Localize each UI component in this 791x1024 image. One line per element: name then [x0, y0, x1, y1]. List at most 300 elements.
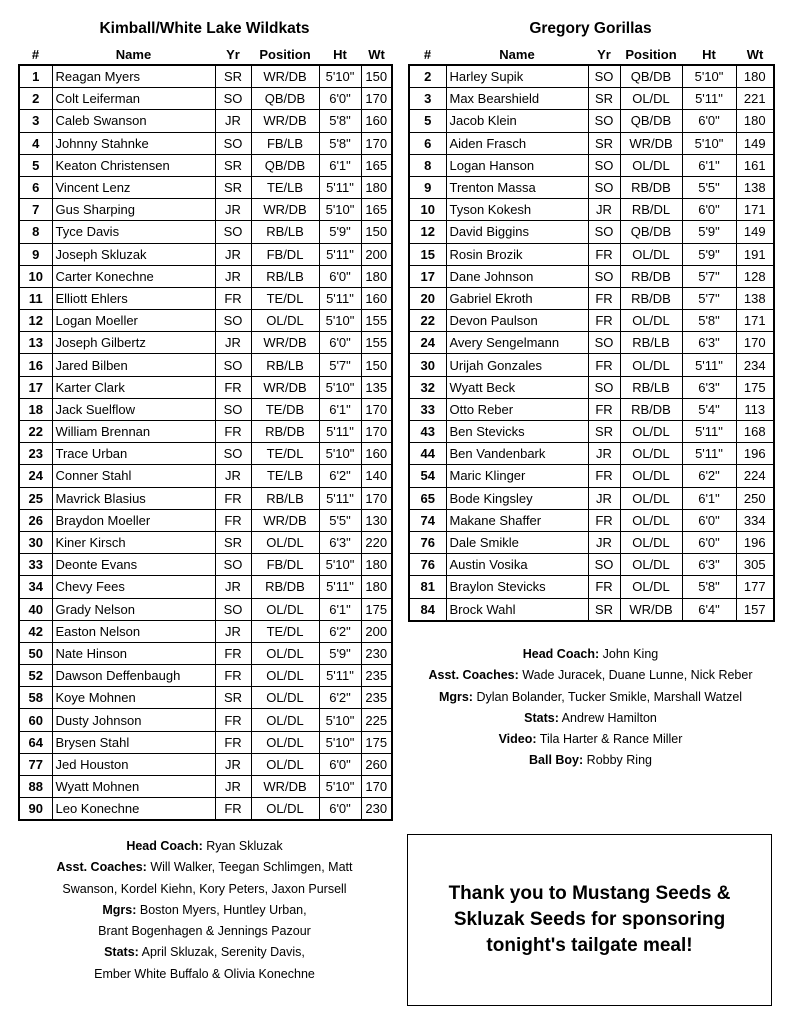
- player-position: WR/DB: [251, 376, 319, 398]
- player-height: 6'1": [319, 154, 361, 176]
- player-position: OL/DL: [251, 531, 319, 553]
- player-position: RB/DB: [620, 265, 682, 287]
- player-position: QB/DB: [620, 65, 682, 88]
- player-weight: 149: [736, 132, 774, 154]
- table-row: [409, 487, 774, 509]
- player-name: Mavrick Blasius: [52, 487, 215, 509]
- player-height: 5'11": [319, 421, 361, 443]
- player-year: FR: [215, 798, 251, 821]
- table-row: [19, 753, 392, 775]
- player-weight: 260: [361, 753, 392, 775]
- player-weight: 160: [361, 110, 392, 132]
- player-number: 25: [19, 487, 52, 509]
- player-position: RB/LB: [620, 332, 682, 354]
- player-weight: 180: [361, 576, 392, 598]
- player-number: 54: [409, 465, 446, 487]
- player-year: SO: [215, 554, 251, 576]
- player-height: 5'7": [682, 287, 736, 309]
- player-position: OL/DL: [620, 310, 682, 332]
- player-position: RB/DB: [620, 176, 682, 198]
- player-year: SR: [588, 421, 620, 443]
- table-row: [19, 199, 392, 221]
- player-height: 5'10": [319, 776, 361, 798]
- player-number: 7: [19, 199, 52, 221]
- player-name: Braylon Stevicks: [446, 576, 588, 598]
- player-year: FR: [588, 465, 620, 487]
- table-row: [409, 332, 774, 354]
- table-row: [19, 176, 392, 198]
- player-weight: 235: [361, 687, 392, 709]
- player-name: Ben Vandenbark: [446, 443, 588, 465]
- player-year: JR: [215, 465, 251, 487]
- player-year: FR: [215, 421, 251, 443]
- player-weight: 175: [736, 376, 774, 398]
- table-row: [409, 398, 774, 420]
- player-name: Bode Kingsley: [446, 487, 588, 509]
- player-height: 5'10": [319, 199, 361, 221]
- player-name: Gabriel Ekroth: [446, 287, 588, 309]
- player-name: Colt Leiferman: [52, 88, 215, 110]
- player-year: SR: [215, 65, 251, 88]
- player-number: 22: [409, 310, 446, 332]
- player-height: 6'0": [319, 753, 361, 775]
- player-name: Joseph Gilbertz: [52, 332, 215, 354]
- col-position-header: Position: [625, 46, 677, 62]
- player-position: TE/DL: [251, 443, 319, 465]
- player-weight: 170: [361, 88, 392, 110]
- right-roster-table: [408, 44, 775, 622]
- table-row: [409, 598, 774, 621]
- player-name: Vincent Lenz: [52, 176, 215, 198]
- player-weight: 140: [361, 465, 392, 487]
- player-year: JR: [215, 776, 251, 798]
- player-height: 5'8": [319, 110, 361, 132]
- player-height: 5'5": [319, 509, 361, 531]
- table-row: [409, 421, 774, 443]
- player-position: OL/DL: [620, 554, 682, 576]
- player-name: Elliott Ehlers: [52, 287, 215, 309]
- table-row: [409, 531, 774, 553]
- left-team-staff: [18, 836, 391, 985]
- player-weight: 196: [736, 443, 774, 465]
- player-height: 5'10": [682, 132, 736, 154]
- table-row: [19, 709, 392, 731]
- player-position: OL/DL: [251, 310, 319, 332]
- player-height: 5'9": [682, 221, 736, 243]
- player-height: 6'2": [319, 620, 361, 642]
- staff-managers-cont: Brant Bogenhagen & Jennings Pazour: [98, 924, 311, 939]
- player-name: Jacob Klein: [446, 110, 588, 132]
- player-name: David Biggins: [446, 221, 588, 243]
- player-name: Reagan Myers: [52, 65, 215, 88]
- player-weight: 155: [361, 310, 392, 332]
- player-weight: 180: [361, 265, 392, 287]
- table-row: [19, 287, 392, 309]
- player-number: 9: [409, 176, 446, 198]
- player-number: 88: [19, 776, 52, 798]
- player-height: 6'1": [319, 398, 361, 420]
- player-number: 30: [409, 354, 446, 376]
- right-team-staff: [408, 644, 773, 772]
- col-weight-header: Wt: [368, 46, 385, 62]
- player-weight: 165: [361, 199, 392, 221]
- player-height: 5'10": [319, 443, 361, 465]
- player-number: 24: [19, 465, 52, 487]
- player-weight: 180: [361, 554, 392, 576]
- table-row: [19, 221, 392, 243]
- player-number: 43: [409, 421, 446, 443]
- player-number: 9: [19, 243, 52, 265]
- player-year: FR: [588, 243, 620, 265]
- player-year: JR: [588, 443, 620, 465]
- player-height: 6'1": [682, 487, 736, 509]
- player-height: 5'11": [319, 243, 361, 265]
- table-row: [409, 221, 774, 243]
- player-position: QB/DB: [251, 154, 319, 176]
- player-year: JR: [215, 620, 251, 642]
- player-weight: 170: [736, 332, 774, 354]
- player-name: Dawson Deffenbaugh: [52, 665, 215, 687]
- player-position: RB/DB: [620, 287, 682, 309]
- player-position: OL/DL: [620, 465, 682, 487]
- player-year: SO: [215, 132, 251, 154]
- player-name: Jared Bilben: [52, 354, 215, 376]
- table-row: [19, 509, 392, 531]
- player-number: 81: [409, 576, 446, 598]
- player-name: Otto Reber: [446, 398, 588, 420]
- player-year: SO: [588, 554, 620, 576]
- player-height: 6'2": [319, 465, 361, 487]
- player-height: 6'3": [682, 554, 736, 576]
- left-roster-header: [19, 44, 392, 65]
- table-row: [409, 65, 774, 88]
- player-position: OL/DL: [620, 576, 682, 598]
- player-name: Nate Hinson: [52, 642, 215, 664]
- player-number: 64: [19, 731, 52, 753]
- player-year: FR: [215, 509, 251, 531]
- player-weight: 130: [361, 509, 392, 531]
- player-year: SR: [588, 598, 620, 621]
- staff-head-coach: Head Coach: John King: [522, 647, 659, 661]
- player-name: Devon Paulson: [446, 310, 588, 332]
- player-number: 20: [409, 287, 446, 309]
- player-year: FR: [588, 398, 620, 420]
- table-row: [19, 487, 392, 509]
- player-name: Caleb Swanson: [52, 110, 215, 132]
- player-weight: 175: [361, 598, 392, 620]
- player-position: WR/DB: [251, 65, 319, 88]
- player-year: FR: [215, 709, 251, 731]
- player-name: Kiner Kirsch: [52, 531, 215, 553]
- player-height: 5'10": [319, 376, 361, 398]
- player-year: SO: [588, 265, 620, 287]
- player-weight: 138: [736, 176, 774, 198]
- player-name: Karter Clark: [52, 376, 215, 398]
- table-row: [19, 65, 392, 88]
- col-number-header: #: [423, 46, 432, 62]
- player-number: 76: [409, 531, 446, 553]
- player-year: SR: [215, 176, 251, 198]
- player-height: 5'9": [319, 642, 361, 664]
- player-number: 32: [409, 376, 446, 398]
- player-name: Brysen Stahl: [52, 731, 215, 753]
- player-name: Makane Shaffer: [446, 509, 588, 531]
- player-name: Logan Moeller: [52, 310, 215, 332]
- player-position: RB/DB: [251, 421, 319, 443]
- player-number: 24: [409, 332, 446, 354]
- player-number: 42: [19, 620, 52, 642]
- table-row: [19, 154, 392, 176]
- player-number: 76: [409, 554, 446, 576]
- player-weight: 161: [736, 154, 774, 176]
- col-name-header: Name: [499, 46, 535, 62]
- player-weight: 221: [736, 88, 774, 110]
- table-row: [409, 554, 774, 576]
- player-weight: 191: [736, 243, 774, 265]
- table-row: [409, 199, 774, 221]
- table-row: [19, 110, 392, 132]
- player-name: Braydon Moeller: [52, 509, 215, 531]
- player-number: 6: [409, 132, 446, 154]
- right-roster-header: [409, 44, 774, 65]
- player-number: 23: [19, 443, 52, 465]
- player-number: 11: [19, 287, 52, 309]
- player-year: JR: [215, 265, 251, 287]
- player-weight: 200: [361, 243, 392, 265]
- player-number: 44: [409, 443, 446, 465]
- player-number: 10: [409, 199, 446, 221]
- player-year: SO: [588, 332, 620, 354]
- table-row: [19, 88, 392, 110]
- player-number: 40: [19, 598, 52, 620]
- player-number: 5: [409, 110, 446, 132]
- player-weight: 168: [736, 421, 774, 443]
- player-weight: 234: [736, 354, 774, 376]
- player-position: OL/DL: [620, 154, 682, 176]
- staff-managers: Mgrs: Dylan Bolander, Tucker Smikle, Marshall Watzel: [438, 689, 743, 704]
- table-row: [19, 265, 392, 287]
- player-position: QB/DB: [251, 88, 319, 110]
- player-weight: 334: [736, 509, 774, 531]
- player-number: 65: [409, 487, 446, 509]
- player-name: William Brennan: [52, 421, 215, 443]
- table-row: [19, 354, 392, 376]
- player-weight: 171: [736, 310, 774, 332]
- player-height: 5'11": [682, 443, 736, 465]
- player-position: OL/DL: [251, 798, 319, 821]
- player-weight: 149: [736, 221, 774, 243]
- player-year: SO: [215, 398, 251, 420]
- player-position: OL/DL: [251, 731, 319, 753]
- table-row: [19, 531, 392, 553]
- table-row: [409, 154, 774, 176]
- player-weight: 157: [736, 598, 774, 621]
- player-position: TE/LB: [251, 176, 319, 198]
- player-height: 5'9": [319, 221, 361, 243]
- player-weight: 170: [361, 776, 392, 798]
- player-height: 5'7": [319, 354, 361, 376]
- player-weight: 150: [361, 221, 392, 243]
- player-weight: 230: [361, 798, 392, 821]
- player-weight: 200: [361, 620, 392, 642]
- player-weight: 113: [736, 398, 774, 420]
- staff-stats-cont: Ember White Buffalo & Olivia Konechne: [94, 966, 315, 981]
- player-number: 2: [409, 65, 446, 88]
- player-weight: 150: [361, 354, 392, 376]
- player-number: 6: [19, 176, 52, 198]
- player-name: Avery Sengelmann: [446, 332, 588, 354]
- player-position: WR/DB: [620, 598, 682, 621]
- player-number: 60: [19, 709, 52, 731]
- player-position: RB/LB: [251, 221, 319, 243]
- table-row: [19, 310, 392, 332]
- player-height: 5'10": [319, 310, 361, 332]
- player-year: SR: [588, 88, 620, 110]
- player-position: TE/DL: [251, 620, 319, 642]
- player-weight: 180: [736, 65, 774, 88]
- player-year: SO: [588, 154, 620, 176]
- player-height: 5'11": [319, 576, 361, 598]
- table-row: [19, 421, 392, 443]
- player-height: 6'0": [319, 265, 361, 287]
- table-row: [19, 332, 392, 354]
- player-weight: 150: [361, 65, 392, 88]
- player-position: RB/LB: [251, 354, 319, 376]
- player-number: 22: [19, 421, 52, 443]
- player-height: 5'9": [682, 243, 736, 265]
- player-height: 6'0": [319, 88, 361, 110]
- player-weight: 177: [736, 576, 774, 598]
- player-position: RB/DB: [620, 398, 682, 420]
- player-weight: 170: [361, 398, 392, 420]
- player-height: 6'1": [682, 154, 736, 176]
- staff-managers: Mgrs: Boston Myers, Huntley Urban,: [102, 902, 307, 917]
- player-height: 6'3": [319, 531, 361, 553]
- table-row: [409, 88, 774, 110]
- player-name: Deonte Evans: [52, 554, 215, 576]
- player-position: RB/DL: [620, 199, 682, 221]
- player-name: Grady Nelson: [52, 598, 215, 620]
- player-year: SO: [215, 598, 251, 620]
- player-year: FR: [215, 665, 251, 687]
- player-weight: 196: [736, 531, 774, 553]
- player-position: RB/LB: [251, 265, 319, 287]
- player-name: Trace Urban: [52, 443, 215, 465]
- player-name: Trenton Massa: [446, 176, 588, 198]
- player-height: 6'0": [682, 509, 736, 531]
- player-name: Jed Houston: [52, 753, 215, 775]
- player-weight: 160: [361, 287, 392, 309]
- player-name: Wyatt Mohnen: [52, 776, 215, 798]
- player-height: 5'11": [682, 421, 736, 443]
- staff-stats: Stats: Andrew Hamilton: [524, 710, 657, 725]
- table-row: [409, 576, 774, 598]
- table-row: [409, 509, 774, 531]
- player-position: OL/DL: [620, 421, 682, 443]
- col-height-header: Ht: [702, 46, 716, 62]
- player-position: OL/DL: [620, 509, 682, 531]
- player-year: JR: [215, 110, 251, 132]
- player-position: OL/DL: [251, 642, 319, 664]
- player-year: SO: [215, 443, 251, 465]
- player-position: OL/DL: [251, 709, 319, 731]
- player-position: TE/DL: [251, 287, 319, 309]
- player-position: WR/DB: [620, 132, 682, 154]
- player-position: QB/DB: [620, 221, 682, 243]
- player-year: SO: [588, 110, 620, 132]
- sponsor-box: [407, 834, 772, 1006]
- player-name: Dale Smikle: [446, 531, 588, 553]
- col-year-header: Yr: [597, 46, 611, 62]
- player-year: FR: [215, 487, 251, 509]
- player-height: 5'11": [682, 88, 736, 110]
- table-row: [409, 465, 774, 487]
- table-row: [19, 554, 392, 576]
- player-number: 34: [19, 576, 52, 598]
- table-row: [19, 798, 392, 821]
- player-name: Austin Vosika: [446, 554, 588, 576]
- player-weight: 235: [361, 665, 392, 687]
- player-number: 77: [19, 753, 52, 775]
- player-year: FR: [588, 287, 620, 309]
- player-weight: 128: [736, 265, 774, 287]
- player-height: 6'0": [682, 110, 736, 132]
- player-height: 6'0": [682, 199, 736, 221]
- player-position: FB/LB: [251, 132, 319, 154]
- player-weight: 180: [361, 176, 392, 198]
- player-year: SO: [215, 310, 251, 332]
- player-height: 5'11": [682, 354, 736, 376]
- staff-asst-coaches: Asst. Coaches: Will Walker, Teegan Schlimgen, Matt: [56, 860, 353, 875]
- staff-video: Video: Tila Harter & Rance Miller: [498, 732, 683, 747]
- player-position: OL/DL: [251, 687, 319, 709]
- player-weight: 175: [361, 731, 392, 753]
- table-row: [19, 132, 392, 154]
- player-name: Harley Supik: [446, 65, 588, 88]
- player-number: 84: [409, 598, 446, 621]
- player-weight: 138: [736, 287, 774, 309]
- player-position: OL/DL: [251, 665, 319, 687]
- player-height: 6'3": [682, 376, 736, 398]
- player-year: FR: [215, 376, 251, 398]
- player-number: 90: [19, 798, 52, 821]
- player-name: Jack Suelflow: [52, 398, 215, 420]
- player-number: 16: [19, 354, 52, 376]
- player-number: 10: [19, 265, 52, 287]
- player-position: QB/DB: [620, 110, 682, 132]
- left-team-title: Kimball/White Lake Wildkats: [99, 20, 310, 37]
- player-year: SR: [215, 687, 251, 709]
- player-number: 26: [19, 509, 52, 531]
- player-name: Joseph Skluzak: [52, 243, 215, 265]
- player-year: SO: [588, 176, 620, 198]
- player-position: WR/DB: [251, 110, 319, 132]
- player-position: RB/LB: [620, 376, 682, 398]
- player-position: FB/DL: [251, 554, 319, 576]
- col-number-header: #: [31, 46, 40, 62]
- player-height: 5'8": [682, 576, 736, 598]
- player-year: SO: [588, 376, 620, 398]
- player-number: 74: [409, 509, 446, 531]
- table-row: [19, 620, 392, 642]
- player-position: RB/DB: [251, 576, 319, 598]
- table-row: [409, 443, 774, 465]
- col-weight-header: Wt: [746, 46, 764, 62]
- col-year-header: Yr: [226, 46, 240, 62]
- player-height: 5'8": [319, 132, 361, 154]
- player-number: 5: [19, 154, 52, 176]
- player-year: SO: [215, 221, 251, 243]
